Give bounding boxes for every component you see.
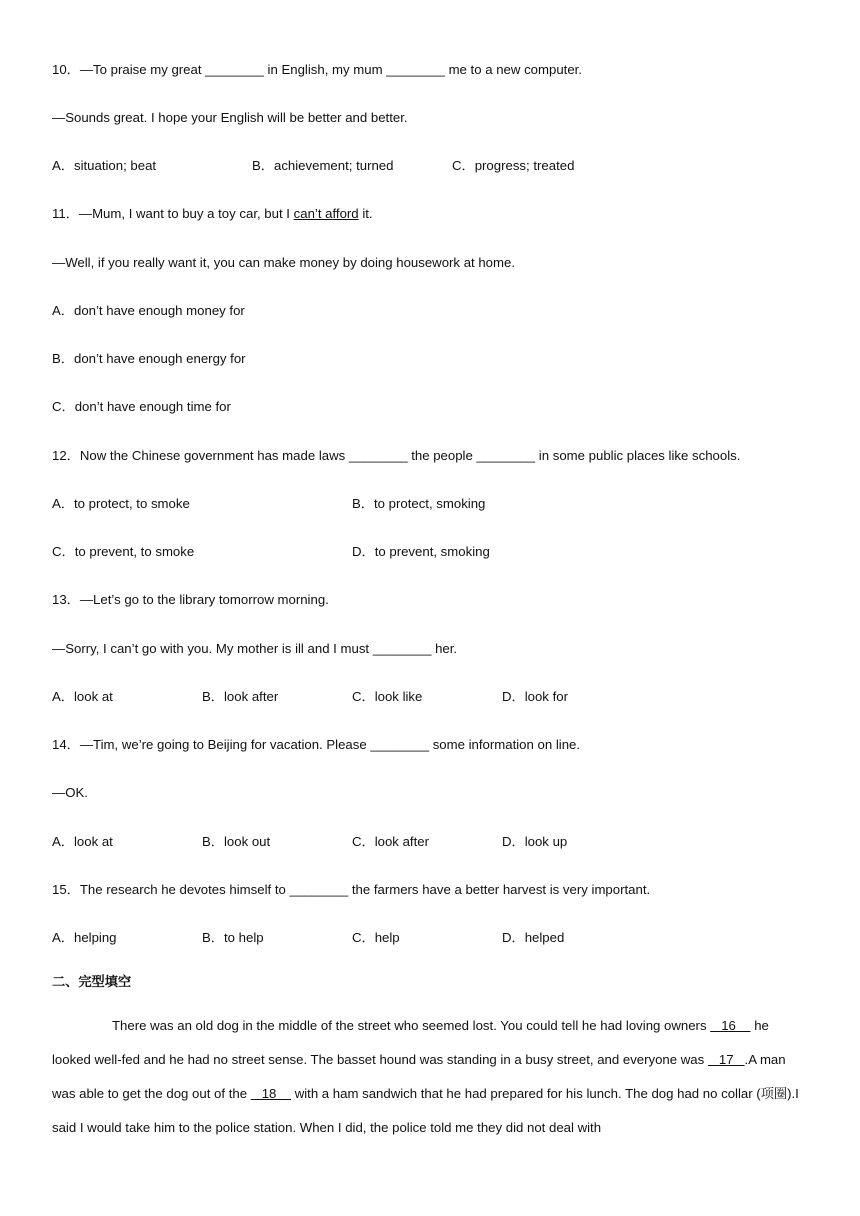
q11-underlined-phrase: can’t afford xyxy=(293,206,359,221)
section-title: 二、完型填空 xyxy=(52,974,132,989)
q14-stem: 14．—Tim, we’re going to Beijing for vacation. Please ________ some information on line. xyxy=(52,737,581,752)
q13-option-a: A．look at xyxy=(52,689,113,704)
passage-text-2: he looked well-fed and he had no street sense. The basset hound was standing in a busy street, and everyone was xyxy=(52,1018,769,1067)
cloze-passage xyxy=(52,1009,808,1145)
q13-option-d: D．look for xyxy=(502,689,568,704)
q14-option-b: B．look out xyxy=(202,834,271,849)
q14-option-a: A．look at xyxy=(52,834,113,849)
q15-option-c: C．help xyxy=(352,930,400,945)
q14-response: —OK. xyxy=(52,785,88,800)
q10-option-c: C．progress; treated xyxy=(452,158,575,173)
q15-option-d: D．helped xyxy=(502,930,565,945)
q10-response: —Sounds great. I hope your English will be better and better. xyxy=(52,110,408,125)
q12-option-d: D．to prevent, smoking xyxy=(352,544,490,559)
q13-stem: 13．—Let’s go to the library tomorrow morning. xyxy=(52,592,329,607)
passage-text-4: with a ham sandwich that he had prepared for his lunch. The dog had no collar (项圈).I said I would take him to the police station. When I did, the police told me they did not deal with xyxy=(52,1086,799,1135)
q11-response: —Well, if you really want it, you can make money by doing housework at home. xyxy=(52,255,516,270)
passage-text-1: There was an old dog in the middle of the street who seemed lost. You could tell he had loving owners xyxy=(112,1018,711,1033)
q11-option-a: A．don’t have enough money for xyxy=(52,303,245,318)
q13-response: —Sorry, I can’t go with you. My mother is ill and I must ________ her. xyxy=(52,641,458,656)
q10-option-b: B．achievement; turned xyxy=(252,158,394,173)
q11-option-b: B．don’t have enough energy for xyxy=(52,351,246,366)
q12-option-a: A．to protect, to smoke xyxy=(52,496,190,511)
q14-option-d: D．look up xyxy=(502,834,568,849)
q12-option-c: C．to prevent, to smoke xyxy=(52,544,195,559)
q10-option-a: A．situation; beat xyxy=(52,158,157,173)
q11-stem-suffix: it. xyxy=(358,206,373,221)
q13-option-c: C．look like xyxy=(352,689,423,704)
passage-text-3: .A man was able to get the dog out of the xyxy=(52,1052,786,1101)
q15-option-b: B．to help xyxy=(202,930,264,945)
q15-stem: 15．The research he devotes himself to ________ the farmers have a better harvest is very important. xyxy=(52,882,651,897)
blank-18: 18 xyxy=(250,1086,292,1101)
q10-stem: 10．—To praise my great ________ in English, my mum ________ me to a new computer. xyxy=(52,62,582,77)
q12-stem: 12．Now the Chinese government has made laws ________ the people ________ in some public places like schools. xyxy=(52,448,741,463)
q11-stem xyxy=(52,205,373,223)
q11-stem-prefix: 11．—Mum, I want to buy a toy car, but I xyxy=(52,206,294,221)
blank-16: 16 xyxy=(710,1018,751,1033)
q13-option-b: B．look after xyxy=(202,689,279,704)
q12-option-b: B．to protect, smoking xyxy=(352,496,486,511)
q11-option-c: C．don’t have enough time for xyxy=(52,399,231,414)
blank-17: 17 xyxy=(707,1052,745,1067)
q14-option-c: C．look after xyxy=(352,834,429,849)
q15-option-a: A．helping xyxy=(52,930,117,945)
